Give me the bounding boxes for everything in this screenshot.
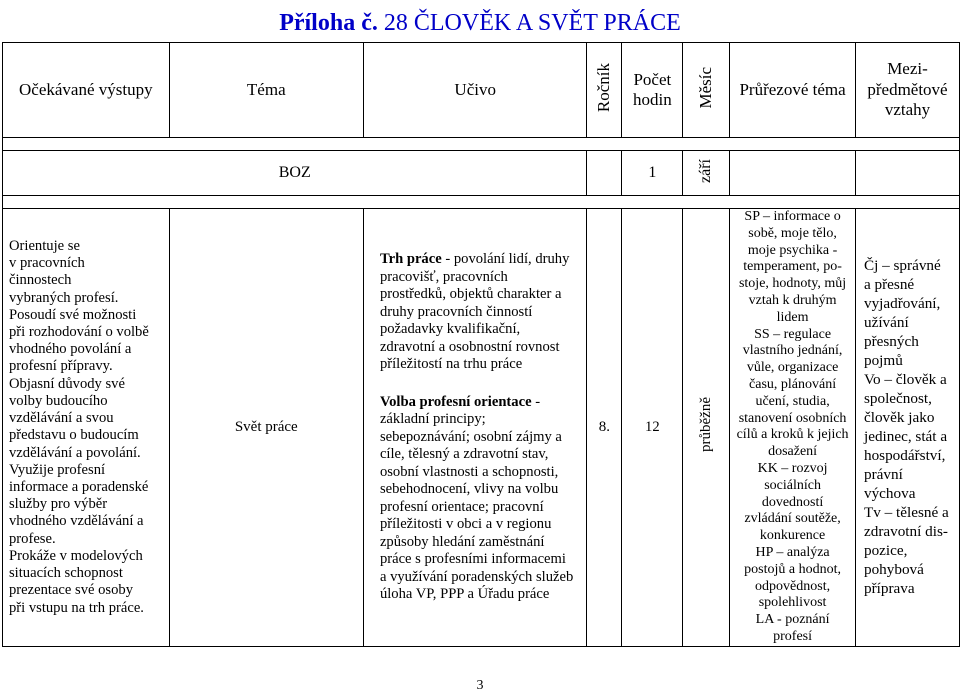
text-line: Posoudí své možnosti — [9, 306, 137, 323]
text-line: SP – informace o — [744, 209, 841, 224]
text-line: temperament, po- — [743, 259, 842, 275]
text-line: představu o budoucím — [9, 427, 139, 444]
text-line: stanovení osobních — [738, 410, 847, 426]
text-line: vhodného vzdělávání a — [9, 513, 144, 530]
text-line: cílů a kroků k jejich — [736, 427, 849, 443]
text-line: požadavky kvalifikační, — [379, 321, 521, 338]
header-rocnik: Ročník — [594, 62, 614, 112]
boz-mezipredmetove — [855, 151, 959, 196]
text-line: Prokáže v modelových — [9, 547, 143, 564]
boz-mesic: září — [697, 158, 715, 183]
text-line: a přesné — [863, 276, 915, 294]
text-line: při rozhodování o volbě — [9, 324, 149, 341]
text-line: situacích schopnost — [9, 565, 123, 582]
header-rocnik-cell — [587, 43, 622, 138]
text-line: sobě, moje tělo, — [748, 225, 837, 241]
header-mesic-cell — [683, 43, 730, 138]
text-line: Využije profesní — [9, 461, 106, 478]
tema-cell: Svět práce — [169, 209, 363, 647]
ucivo-volba: Volba profesní orientace — [379, 393, 532, 410]
text-line: odpovědnost, — [755, 578, 831, 594]
header-mesic: Měsíc — [696, 66, 716, 109]
text-line: vybraných profesí. — [9, 289, 119, 306]
text-line: prostředků, objektů charakter a — [379, 286, 562, 303]
text-line: pohybová — [863, 561, 924, 579]
header-mezipredmetove: Mezi-předmětové vztahy — [855, 43, 959, 138]
vystupy-lines — [9, 238, 165, 617]
text-line: úloha VP, PPP a Úřadu práce — [379, 586, 550, 603]
header-row — [3, 43, 960, 138]
content-row — [3, 209, 960, 647]
text-line: dosažení — [768, 444, 818, 460]
text-line: volby budoucího — [9, 392, 108, 409]
rocnik-cell: 8. — [587, 209, 622, 647]
text-line: vhodného povolání a — [9, 341, 132, 358]
vystupy-cell — [3, 209, 170, 647]
text-line: v pracovních — [9, 255, 85, 272]
text-line: a využívání poradenských služeb — [379, 568, 574, 585]
text-line: zdravotní a osobnostní rovnost — [379, 338, 560, 355]
text-line: společnost, — [863, 390, 932, 408]
title-rest: 28 ČLOVĚK A SVĚT PRÁCE — [377, 10, 681, 36]
text-line: SS – regulace — [754, 326, 832, 342]
boz-row — [3, 151, 960, 196]
ucivo-gap — [380, 374, 581, 394]
text-line: jedinec, stát a — [863, 428, 948, 446]
text-line: služby pro výběr — [9, 496, 108, 513]
text-line: příležitosti v obci a v regionu — [379, 516, 552, 533]
text-line: vlastního jednání, — [742, 343, 843, 359]
text-line: vůle, organizace — [746, 360, 839, 376]
text-line: HP – analýza — [755, 544, 830, 560]
text-line: přesných — [863, 333, 919, 351]
header-vystupy: Očekávané výstupy — [3, 43, 170, 138]
prurezove-cell — [730, 209, 856, 647]
mesic-value: průběžně — [697, 397, 714, 453]
text-line: profese. — [9, 530, 56, 547]
text-line: vyjadřování, — [863, 295, 941, 313]
text-line: sociálních — [764, 477, 821, 493]
text-line: Tv – tělesné a — [863, 504, 949, 522]
spacer-row-2 — [3, 196, 960, 209]
boz-label: BOZ — [3, 151, 587, 196]
text-line: příležitostí na trhu práce — [379, 356, 523, 373]
text-line: osobní vlastnosti a schopnosti, — [379, 463, 559, 480]
text-line: Vo – člověk a — [863, 371, 947, 389]
text-line: pracovišť, pracovních — [379, 268, 508, 285]
header-ucivo: Učivo — [363, 43, 587, 138]
text-line: učení, studia, — [755, 393, 830, 409]
boz-prurezove — [730, 151, 856, 196]
text-line: právní — [863, 466, 903, 484]
text-line: Čj – správné — [863, 257, 941, 275]
text-line: Orientuje se — [9, 237, 80, 254]
ucivo-p2-lines — [380, 394, 573, 603]
text-line: výchova — [863, 485, 916, 503]
mezipredmetove-lines — [864, 256, 957, 598]
text-line: prezentace své osoby — [9, 582, 133, 599]
header-tema: Téma — [169, 43, 363, 138]
text-line: člověk jako — [863, 409, 935, 427]
text-line: cíle, tělesný a zdravotní stav, — [379, 446, 549, 463]
text-line: sebehodnocení, vlivy na volbu — [379, 481, 559, 498]
text-line: KK – rozvoj — [757, 460, 828, 476]
text-line: - — [531, 393, 541, 410]
boz-hodin: 1 — [622, 151, 683, 196]
text-line: - povolání lidí, druhy — [441, 251, 570, 268]
text-line: spolehlivost — [758, 595, 827, 611]
header-pocet-hodin: Počet hodin — [622, 43, 683, 138]
text-line: konkurence — [759, 528, 826, 544]
mezipredmetove-cell — [855, 209, 959, 647]
ucivo-p1-lines — [380, 251, 569, 372]
ucivo-trh-prace: Trh práce — [379, 251, 442, 268]
text-line: lidem — [776, 309, 809, 325]
text-line: informace a poradenské — [9, 479, 149, 496]
ucivo-cell — [363, 209, 587, 647]
header-prurezove: Průřezové téma — [730, 43, 856, 138]
text-line: profesní přípravy. — [9, 358, 113, 375]
text-line: profesí — [773, 628, 813, 644]
page-title — [0, 10, 960, 37]
prurezove-lines — [734, 209, 851, 646]
ucivo-para-1 — [380, 251, 581, 374]
text-line: užívání — [863, 314, 909, 332]
text-line: práce s profesními informacemi — [379, 551, 566, 568]
text-line: příprava — [863, 580, 915, 598]
text-line: vztah k druhým — [748, 292, 837, 308]
boz-rocnik — [587, 151, 622, 196]
text-line: moje psychika - — [747, 242, 838, 258]
mesic-cell — [683, 209, 730, 647]
text-line: sebepoznávání; osobní zájmy a — [379, 428, 562, 445]
boz-mesic-cell — [683, 151, 730, 196]
text-line: pojmů — [863, 352, 903, 370]
text-line: základní principy; — [379, 411, 486, 428]
page-number: 3 — [476, 678, 484, 693]
text-line: při vstupu na trh práce. — [9, 599, 144, 616]
text-line: stoje, hodnoty, můj — [738, 276, 847, 292]
text-line: postojů a hodnot, — [744, 561, 841, 577]
text-line: času, plánování — [749, 376, 837, 392]
title-prefix: Příloha č. — [279, 10, 378, 36]
text-line: LA - poznání — [755, 612, 830, 628]
text-line: Objasní důvody své — [9, 375, 125, 392]
text-line: způsoby hledání zaměstnání — [379, 533, 545, 550]
text-line: dovedností — [761, 494, 824, 510]
curriculum-table — [2, 42, 960, 647]
text-line: vzdělávání a povolání. — [9, 444, 141, 461]
text-line: profesní orientace; pracovní — [379, 498, 544, 515]
ucivo-para-2 — [380, 394, 581, 604]
text-line: vzdělávání a svou — [9, 410, 114, 427]
text-line: hospodářství, — [863, 447, 946, 465]
hodin-cell: 12 — [622, 209, 683, 647]
spacer-cell — [3, 138, 960, 151]
spacer-cell-2 — [3, 196, 960, 209]
text-line: činnostech — [9, 272, 72, 289]
text-line: druhy pracovních činností — [379, 303, 533, 320]
spacer-row — [3, 138, 960, 151]
text-line: pozice, — [863, 542, 908, 560]
text-line: zvládání soutěže, — [744, 511, 841, 527]
text-line: zdravotní dis- — [863, 523, 948, 541]
